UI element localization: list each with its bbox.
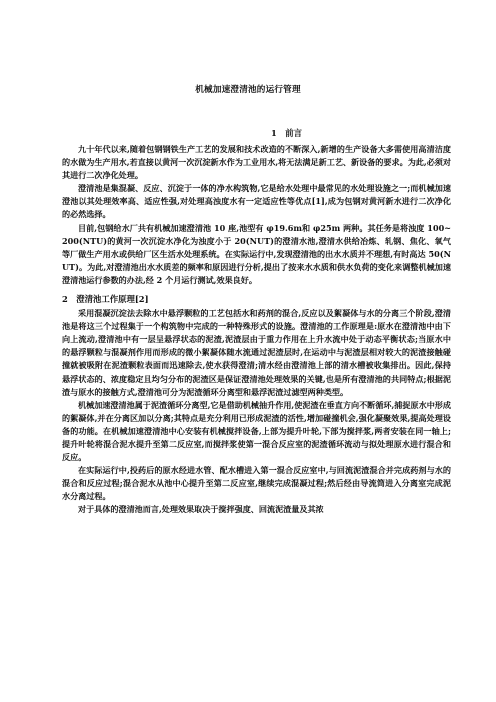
paragraph: 在实际运行中,投药后的原水经进水管、配水槽进入第一混合反应室中,与回流泥渣混合并完成药剂与水的混合和反应过程;混合泥水从池中心提升至第二反应室,继续完成混凝过程;然后经由导流筒进入分离室完成泥水分离过程。 bbox=[62, 465, 451, 502]
document-title: 机械加速澄清池的运行管理 bbox=[195, 85, 301, 95]
paragraph: 澄清池是集混凝、反应、沉淀于一体的净水构筑物,它是给水处理中最常见的水处理设施之一;而机械加速澄池以其处理效率高、适应性强,对处理高浊度水有一定适应性等优点[1],成为包钢对黄河新水进行二次净化的必然选择。 bbox=[62, 183, 451, 220]
paragraph: 对于具体的澄清池而言,处理效果取决于搅拌强度、回流泥渣量及其浓 bbox=[78, 504, 324, 515]
section-1-heading: 1 前言 bbox=[271, 128, 302, 138]
paragraph: 九十年代以来,随着包钢钢铁生产工艺的发展和技术改造的不断深入,新增的生产设备大多需使用高清洁度的水做为生产用水,若直接以黄河一次沉淀新水作为工业用水,将无法满足新工艺、新设备的要求。为此,必须对其进行二次净化处理。 bbox=[62, 144, 451, 181]
paragraph: 机械加速澄清池属于泥渣循环分离型,它是借助机械抽升作用,使泥渣在垂直方向不断循环,捕捉原水中形成的絮凝体,并在分离区加以分离;其特点是充分利用已形成泥渣的活性,增加碰撞机会,强化凝聚效果,提高处理设备的功能。在机械加速澄清池中心安装有机械搅拌设备,上部为提升叶轮,下部为搅拌浆,两者安装在同一轴上;提升叶轮将混合泥水提升至第二反应室,而搅拌浆使第一混合反应室的泥渣循环流动与拟处理原水进行混合和反应。 bbox=[62, 399, 451, 463]
section-2-heading: 2 澄清池工作原理[2] bbox=[62, 294, 149, 305]
paragraph: 采用混凝沉淀法去除水中悬浮颗粒的工艺包括水和药剂的混合,反应以及絮凝体与水的分离三个阶段,澄清池是将这三个过程集于一个构筑物中完成的一种特殊形式的设施。澄清池的工作原理是:原水在澄清池中由下向上流动,澄清池中有一层呈悬浮状态的泥渣,泥渣层由于重力作用在上升水流中处于动态平衡状态;当原水中的悬浮颗粒与混凝剂作用而形成的微小絮凝体随水流通过泥渣层时,在运动中与泥渣层相对较大的泥渣接触碰撞就被吸附在泥渣颗粒表面而迅速除去,使水获得澄清;清水经由澄清池上部的清水槽被收集排出。因此,保持悬浮状态的、浓度稳定且均匀分布的泥渣区是保证澄清池处理效果的关键,也是所有澄清池的共同特点;根据泥渣与原水的接触方式,澄清池可分为泥渣循环分离型和悬浮泥渣过滤型两种类型。 bbox=[62, 308, 451, 397]
paragraph: 目前,包钢给水厂共有机械加速澄清池 10 座,池型有 φ19.6m和 φ25m 两种。其任务是将浊度 100~200(NTU)的黄河一次沉淀水净化为浊度小于 20(NUT)的澄清水池,澄清水供给冶炼、轧钢、焦化、氧气等厂做生产用水或供给厂区生活水处理系统。在实际运行中,发现澄清池的出水水质并不理想,有时高达 50(NUT)。为此,对澄清池出水水质差的频率和原因进行分析,提出了按来水水质和供水负荷的变化来调整机械加速澄清池运行参数的办法,经 2 个月运行测试,效果良好。 bbox=[62, 222, 451, 285]
document-body bbox=[62, 127, 451, 517]
